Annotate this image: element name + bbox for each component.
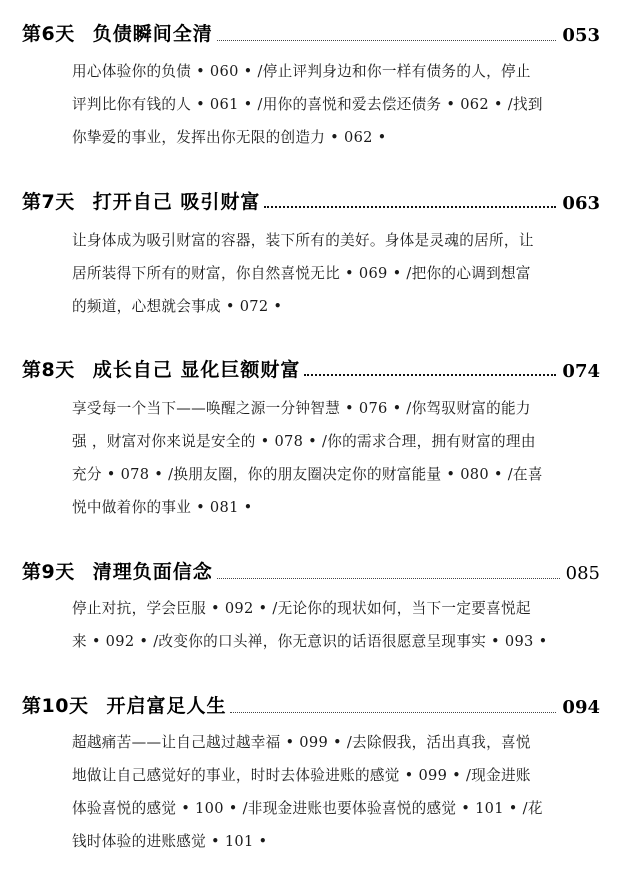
chapter-title: 成长自己 显化巨额财富 xyxy=(92,359,301,381)
dot-leader xyxy=(217,39,557,41)
toc-heading[interactable] xyxy=(22,554,600,584)
dot-leader xyxy=(217,577,560,579)
summary-line: 的频道，心想就会事成 • 072 • xyxy=(72,298,283,315)
chapter-title: 负债瞬间全清 xyxy=(92,23,213,45)
summary-line: 让身体成为吸引财富的容器，装下所有的美好。身体是灵魂的居所，让 xyxy=(72,232,534,249)
page-number: 063 xyxy=(562,193,600,214)
summary-line: 来 • 092 • /改变你的口头禅，你无意识的话语很愿意呈现事实 • 093 • xyxy=(72,633,548,650)
summary-line: 超越痛苦——让自己越过越幸福 • 099 • /去除假我，活出真我，喜悦 xyxy=(72,734,531,751)
page-number: 085 xyxy=(565,563,600,584)
chapter-number: 第9天 xyxy=(22,561,75,583)
toc-heading[interactable] xyxy=(22,184,600,214)
summary-line: 充分 • 078 • /换朋友圈，你的朋友圈决定你的财富能量 • 080 • /在喜 xyxy=(72,466,543,483)
dot-leader xyxy=(230,711,556,713)
chapter-summary xyxy=(72,392,596,524)
chapter-summary xyxy=(72,726,596,858)
chapter-summary xyxy=(72,55,596,154)
summary-line: 强 ，财富对你来说是安全的 • 078 • /你的需求合理，拥有财富的理由 xyxy=(72,433,536,450)
summary-line: 停止对抗，学会臣服 • 092 • /无论你的现状如何，当下一定要喜悦起 xyxy=(72,600,531,617)
summary-line: 你挚爱的事业，发挥出你无限的创造力 • 062 • xyxy=(72,129,387,146)
summary-line: 用心体验你的负债 • 060 • /停止评判身边和你一样有债务的人，停止 xyxy=(72,63,531,80)
summary-line: 钱时体验的进账感觉 • 101 • xyxy=(72,833,268,850)
summary-line: 居所装得下所有的财富，你自然喜悦无比 • 069 • /把你的心调到想富 xyxy=(72,265,531,282)
chapter-title: 开启富足人生 xyxy=(106,695,227,717)
chapter-number: 第6天 xyxy=(22,23,75,45)
chapter-number: 第8天 xyxy=(22,359,75,381)
toc-heading[interactable] xyxy=(22,688,600,718)
chapter-summary xyxy=(72,224,596,323)
toc-heading[interactable] xyxy=(22,352,600,382)
summary-line: 体验喜悦的感觉 • 100 • /非现金进账也要体验喜悦的感觉 • 101 • /花 xyxy=(72,800,543,817)
page-number: 074 xyxy=(562,361,600,382)
chapter-title: 打开自己 吸引财富 xyxy=(92,191,261,213)
summary-line: 评判比你有钱的人 • 061 • /用你的喜悦和爱去偿还债务 • 062 • /找到 xyxy=(72,96,543,113)
dot-leader xyxy=(264,205,556,208)
toc-heading[interactable] xyxy=(22,16,600,46)
chapter-number: 第7天 xyxy=(22,191,75,213)
page-number: 053 xyxy=(562,25,600,46)
summary-line: 悦中做着你的事业 • 081 • xyxy=(72,499,253,516)
summary-line: 享受每一个当下——唤醒之源一分钟智慧 • 076 • /你驾驭财富的能力 xyxy=(72,400,531,417)
page-number: 094 xyxy=(562,697,600,718)
dot-leader xyxy=(304,373,556,376)
chapter-summary xyxy=(72,592,596,658)
chapter-number: 第10天 xyxy=(22,695,89,717)
chapter-title: 清理负面信念 xyxy=(92,561,213,583)
summary-line: 地做让自己感觉好的事业，时时去体验进账的感觉 • 099 • /现金进账 xyxy=(72,767,531,784)
